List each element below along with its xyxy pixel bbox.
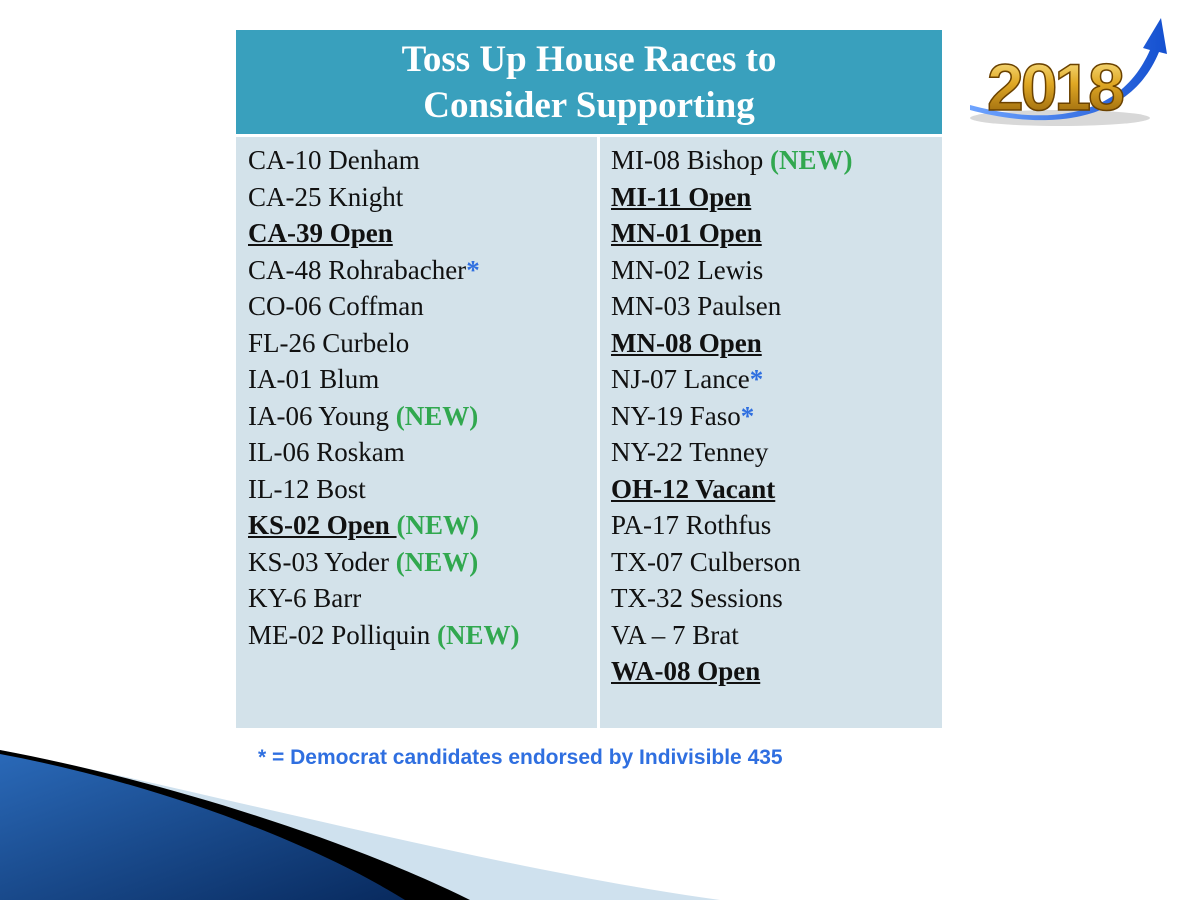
race-label: KY-6 Barr xyxy=(248,583,362,613)
column-divider xyxy=(597,137,600,728)
race-item xyxy=(611,215,853,252)
race-item xyxy=(611,361,853,398)
endorsed-star: * xyxy=(466,254,480,285)
race-label: WA-08 Open xyxy=(611,656,761,686)
race-label: MI-11 Open xyxy=(611,181,752,212)
race-label: FL-26 Curbelo xyxy=(248,327,410,358)
footnote: * = Democrat candidates endorsed by Indivisible 435 xyxy=(258,746,783,769)
race-label: VA – 7 Brat xyxy=(611,619,739,650)
race-label: MN-01 Open xyxy=(611,218,762,248)
new-tag: (NEW) xyxy=(770,145,853,175)
race-item xyxy=(248,215,520,252)
title-line-1: Toss Up House Races to xyxy=(401,39,777,80)
table-header xyxy=(236,30,942,134)
race-label: IL-06 Roskam xyxy=(248,437,405,467)
endorsed-star: * xyxy=(740,400,755,431)
new-tag: (NEW) xyxy=(395,546,479,577)
race-item xyxy=(248,325,520,362)
race-label: TX-32 Sessions xyxy=(611,583,783,613)
new-tag: (NEW) xyxy=(396,510,480,540)
race-item xyxy=(611,544,853,581)
race-item xyxy=(611,617,853,654)
race-item xyxy=(248,544,520,581)
right-column xyxy=(611,142,853,690)
header-divider xyxy=(236,134,942,137)
race-label: PA-17 Rothfus xyxy=(611,510,772,540)
race-label: ME-02 Polliquin xyxy=(248,619,438,650)
race-label: MN-02 Lewis xyxy=(611,254,764,285)
race-item xyxy=(611,653,853,690)
race-label: OH-12 Vacant xyxy=(611,473,776,504)
race-label: IL-12 Bost xyxy=(248,473,366,504)
new-tag: (NEW) xyxy=(437,619,520,650)
race-item xyxy=(248,398,520,435)
title-line-2: Consider Supporting xyxy=(423,85,755,126)
race-label: MN-08 Open xyxy=(611,327,762,358)
race-item xyxy=(611,142,853,179)
race-item xyxy=(248,507,520,544)
race-label: NY-19 Faso xyxy=(611,400,741,431)
race-item xyxy=(611,179,853,216)
new-tag: (NEW) xyxy=(395,400,479,431)
race-item xyxy=(611,507,853,544)
race-item xyxy=(611,325,853,362)
race-item xyxy=(611,580,853,617)
swoosh-decoration xyxy=(0,750,720,900)
race-item xyxy=(611,471,853,508)
race-label: IA-01 Blum xyxy=(248,364,380,394)
race-table xyxy=(236,30,942,728)
race-item xyxy=(611,288,853,325)
year-badge: 2018 xyxy=(987,50,1122,124)
race-item xyxy=(248,471,520,508)
race-item xyxy=(248,142,520,179)
race-item xyxy=(248,252,520,289)
race-label: CA-10 Denham xyxy=(248,145,420,175)
race-item xyxy=(611,434,853,471)
left-column xyxy=(248,142,520,653)
race-label: CO-06 Coffman xyxy=(248,291,424,321)
endorsed-star: * xyxy=(749,364,764,394)
race-item xyxy=(248,179,520,216)
race-label: KS-02 Open xyxy=(248,510,397,540)
race-label: MN-03 Paulsen xyxy=(611,291,782,321)
race-label: CA-39 Open xyxy=(248,218,393,248)
race-label: CA-25 Knight xyxy=(248,181,404,212)
race-item xyxy=(248,580,520,617)
race-item xyxy=(248,617,520,654)
race-label: CA-48 Rohrabacher xyxy=(248,254,467,285)
race-label: NJ-07 Lance xyxy=(611,364,750,394)
race-label: IA-06 Young xyxy=(248,400,396,431)
race-item xyxy=(248,361,520,398)
2018-arrow-graphic xyxy=(965,10,1175,140)
race-item xyxy=(611,398,853,435)
race-label: NY-22 Tenney xyxy=(611,437,769,467)
race-item xyxy=(248,434,520,471)
race-label: MI-08 Bishop xyxy=(611,145,771,175)
race-label: KS-03 Yoder xyxy=(248,546,396,577)
race-label: TX-07 Culberson xyxy=(611,546,801,577)
race-item xyxy=(611,252,853,289)
race-item xyxy=(248,288,520,325)
